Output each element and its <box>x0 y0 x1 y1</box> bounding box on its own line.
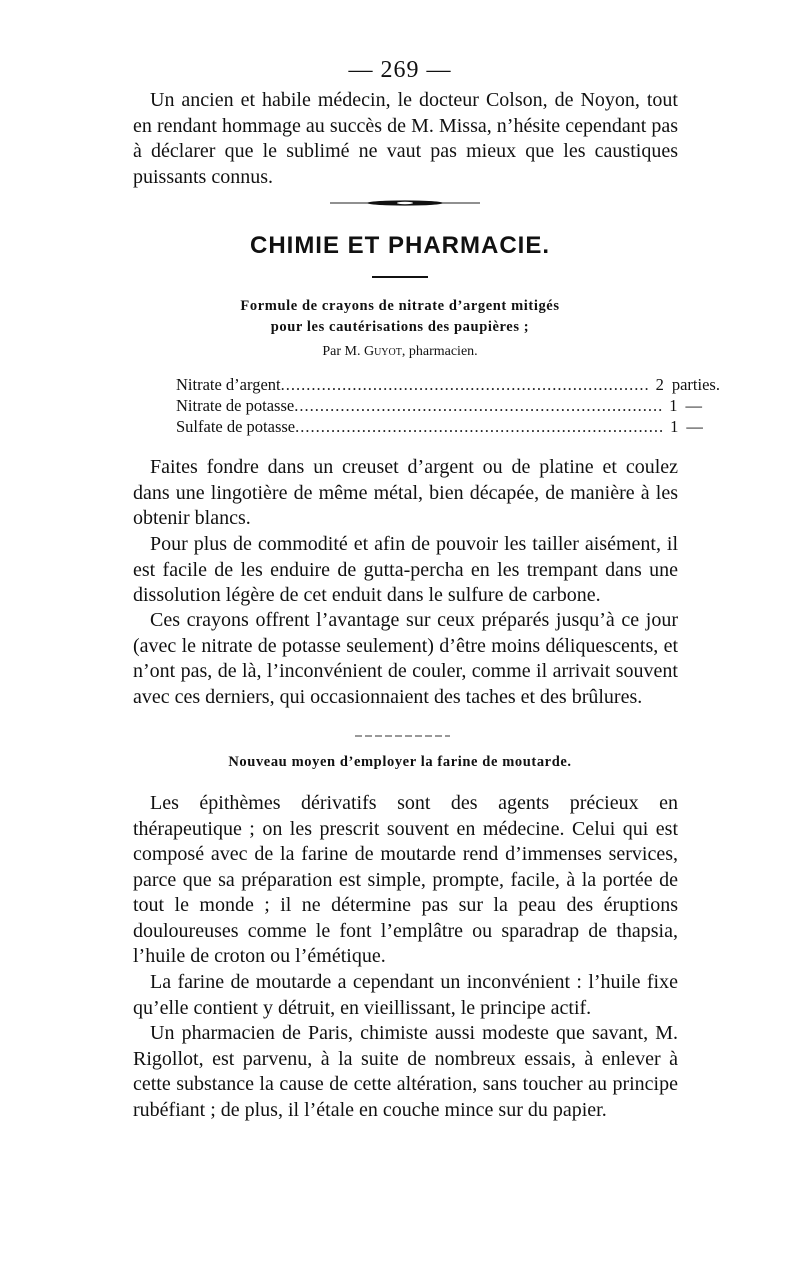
ingredient-unit: — <box>686 417 703 436</box>
page-number: — 269 — <box>348 57 452 83</box>
article2-heading: Nouveau moyen d’employer la farine de moutarde. <box>228 754 572 770</box>
dashed-rule-icon <box>355 734 450 738</box>
ornamental-rule-icon <box>330 200 480 206</box>
ingredient-unit: parties. <box>671 375 720 394</box>
ingredient-unit: — <box>685 396 702 415</box>
leader-dots: ........................................................................ <box>295 417 665 436</box>
leader-dots: ........................................................................ <box>294 396 664 415</box>
leader-dots: ........................................................................ <box>280 375 650 394</box>
article2-paragraph-2: La farine de moutarde a cependant un inconvénient : l’huile fixe qu’elle contient y détruit, en vieillissant, le principe actif. <box>133 971 678 1019</box>
formula-table <box>176 374 720 437</box>
ingredient-name: Nitrate d’argent <box>176 375 281 394</box>
article1-paragraph-2: Pour plus de commodité et afin de pouvoir les tailler aisément, il est facile de les enduire de gutta-percha en les trempant dans une dissolution légère de cet enduit dans le sulfure de carbone. <box>133 533 678 606</box>
ingredient-qty: 2 <box>655 375 664 394</box>
formula-row <box>176 395 702 416</box>
formula-row <box>176 416 703 437</box>
article2-paragraph-1: Les épithèmes dérivatifs sont des agents précieux en thérapeutique ; on les prescrit souvent en médecine. Celui qui est composé avec de la farine de moutarde rend d’immenses services, parce que sa préparation est simple, prompte, facile, à la portée de tout le monde ; il ne détermine pas sur la peau des éruptions douloureuses comme le font l’emplâtre ou sparadrap de thapsia, l’huile de croton ou l’émétique. <box>133 792 678 967</box>
section-title: CHIMIE ET PHARMACIE. <box>249 232 550 259</box>
article1-heading-line1: Formule de crayons de nitrate d’argent mitigés <box>240 298 560 314</box>
article1-paragraph-3: Ces crayons offrent l’avantage sur ceux préparés jusqu’à ce jour (avec le nitrate de potasse seulement) d’être moins déliquescents, et n’ont pas, de là, l’inconvénient de couler, comme il arrivait souvent avec ces derniers, qui occasionnaient des taches et des brûlures. <box>133 609 678 708</box>
article1-paragraph-1: Faites fondre dans un creuset d’argent ou de platine et coulez dans une lingotière de même métal, bien décapée, de manière à les obtenir blancs. <box>133 456 678 529</box>
ingredient-qty: 1 <box>670 417 679 436</box>
ingredient-name: Sulfate de potasse <box>176 417 296 436</box>
intro-paragraph: Un ancien et habile médecin, le docteur Colson, de Noyon, tout en rendant hommage au succès de M. Missa, n’hésite cependant pas à déclarer que le sublimé ne vaut pas mieux que les caustiques puissants connus. <box>133 89 678 188</box>
byline-prefix: Par M. <box>322 344 361 359</box>
byline-suffix: , pharmacien. <box>401 344 478 359</box>
short-rule <box>372 276 428 278</box>
article1-heading-line2: pour les cautérisations des paupières ; <box>270 319 530 335</box>
formula-row <box>176 374 720 395</box>
ingredient-name: Nitrate de potasse <box>176 396 295 415</box>
article1-byline <box>0 344 800 360</box>
ingredient-qty: 1 <box>669 396 678 415</box>
byline-author: Guyot <box>363 344 402 359</box>
article2-paragraph-3: Un pharmacien de Paris, chimiste aussi modeste que savant, M. Rigollot, est parvenu, à la suite de nombreux essais, à enlever à cette substance la cause de cette altération, sans toucher au principe rubéfiant ; de plus, il l’étale en couche mince sur du papier. <box>133 1022 678 1121</box>
